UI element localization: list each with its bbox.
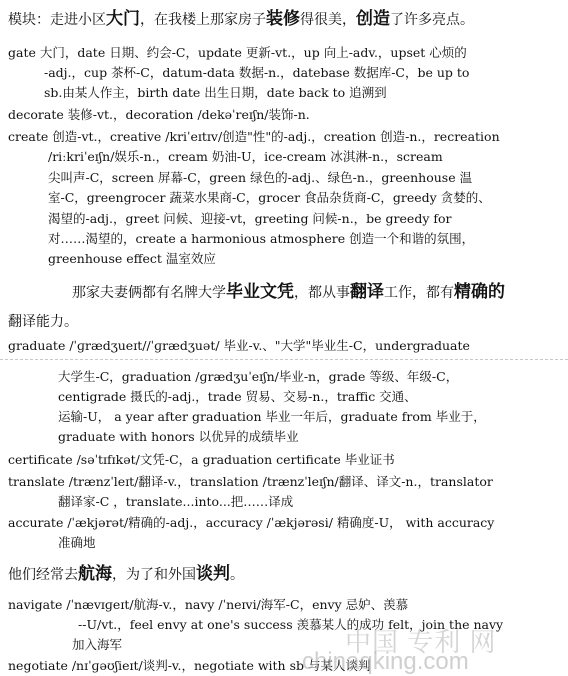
watermark-chinese: 中国 专利 网 — [345, 627, 497, 657]
entry-negotiate: negotiate /nɪˈɡəʊʃieɪt/谈判-v.，negotiate with sb 与某人谈判 — [8, 658, 371, 673]
entry-certificate: certificate /səˈtɪfɪkət/文凭-C，a graduation certificate 毕业证书 — [8, 452, 395, 467]
entry-gate-line-1: gate 大门，date 日期、约会-C，update 更新-vt.，up 向上-adv.，upset 心烦的 — [8, 45, 467, 60]
heading-text: 了许多亮点。 — [390, 12, 474, 28]
entry-graduate-line-5: graduate with honors 以优异的成绩毕业 — [58, 429, 299, 444]
keyword-navigate: 航海 — [78, 564, 112, 584]
entry-navigate-line-2: --U/vt.，feel envy at one's success 羡慕某人的成功 felt，join the navy — [78, 617, 504, 632]
entry-create-line-7: greenhouse effect 温室效应 — [48, 251, 216, 266]
paragraph-navigate: 他们经常去航海，为了和外国谈判。 — [8, 564, 244, 584]
heading-text: 得很美， — [300, 12, 356, 28]
entry-navigate-line-3: 加入海军 — [72, 637, 123, 652]
entry-graduate-line-2: 大学生-C，graduation /ɡrædʒuˈeɪʃn/毕业-n，grade 等级、年级-C， — [58, 369, 459, 384]
entry-create-line-5: 渴望的-adj.，greet 问候、迎接-vt，greeting 问候-n.，be greedy for — [48, 211, 452, 226]
entry-accurate-line-1: accurate /ˈækjərət/精确的-adj.，accuracy /ˈækjərəsi/ 精确度-U， with accuracy — [8, 515, 495, 530]
page-break-divider — [0, 359, 568, 360]
paragraph-couple: 那家夫妻俩都有名牌大学毕业文凭，都从事翻译工作，都有精确的 — [72, 282, 505, 302]
entry-graduate-line-1: graduate /ˈɡrædʒueɪt//ˈɡrædʒuət/ 毕业-v.、"大学"毕业生-C，undergraduate — [8, 338, 470, 353]
entry-create-line-2: /riːkriˈeɪʃn/娱乐-n.，cream 奶油-U，ice-cream 冰淇淋-n.，scream — [48, 149, 443, 164]
entry-navigate-line-1: navigate /ˈnævɪɡeɪt/航海-v.，navy /ˈneɪvi/海军-C，envy 忌妒、羡慕 — [8, 597, 409, 612]
keyword-create: 创造 — [356, 9, 390, 29]
entry-create-line-4: 室-C，greengrocer 蔬菜水果商-C，grocer 食品杂货商-C，greedy 贪婪的、 — [48, 190, 491, 205]
paragraph-couple-line-2: 翻译能力。 — [8, 314, 78, 330]
entry-create-line-3: 尖叫声-C，screen 屏幕-C，green 绿色的-adj.、绿色-n.，greenhouse 温 — [48, 170, 473, 185]
keyword-negotiate: 谈判 — [196, 564, 230, 584]
entry-create-line-1: create 创造-vt.，creative /kriˈeɪtɪv/创造"性"的-adj.，creation 创造-n.，recreation — [8, 129, 500, 144]
entry-translate-line-2: 翻译家-C ，translate...into...把……译成 — [58, 494, 294, 509]
entry-graduate-line-4: 运输-U， a year after graduation 毕业一年后，graduate from 毕业于， — [58, 409, 486, 424]
entry-gate-line-2: -adj.，cup 茶杯-C，datum-data 数据-n.，datebase 数据库-C，be up to — [44, 65, 470, 80]
keyword-translate: 翻译 — [350, 282, 384, 302]
module-heading — [8, 10, 474, 29]
heading-text: 模块：走进小区 — [8, 12, 106, 28]
entry-translate-line-1: translate /trænzˈleɪt/翻译-v.，translation /trænzˈleɪʃn/翻译、译文-n.，translator — [8, 474, 493, 489]
entry-gate-line-3: sb.由某人作主，birth date 出生日期，date back to 追溯到 — [44, 85, 387, 100]
entry-decorate: decorate 装修-vt.，decoration /dekəˈreɪʃn/装饰-n. — [8, 107, 310, 122]
entry-create-line-6: 对……渴望的，create a harmonious atmosphere 创造一个和谐的氛围， — [48, 231, 475, 246]
keyword-diploma: 毕业文凭 — [226, 282, 294, 302]
keyword-decorate: 装修 — [266, 9, 300, 29]
entry-graduate-line-3: centigrade 摄氏的-adj.，trade 贸易、交易-n.，traffic 交通、 — [58, 389, 417, 404]
heading-text: ，在我楼上那家房子 — [140, 12, 266, 28]
watermark-url: chinaqking.com — [302, 648, 469, 675]
keyword-gate: 大门 — [106, 9, 140, 29]
entry-accurate-line-2: 准确地 — [58, 535, 96, 550]
keyword-accurate: 精确的 — [454, 282, 505, 302]
